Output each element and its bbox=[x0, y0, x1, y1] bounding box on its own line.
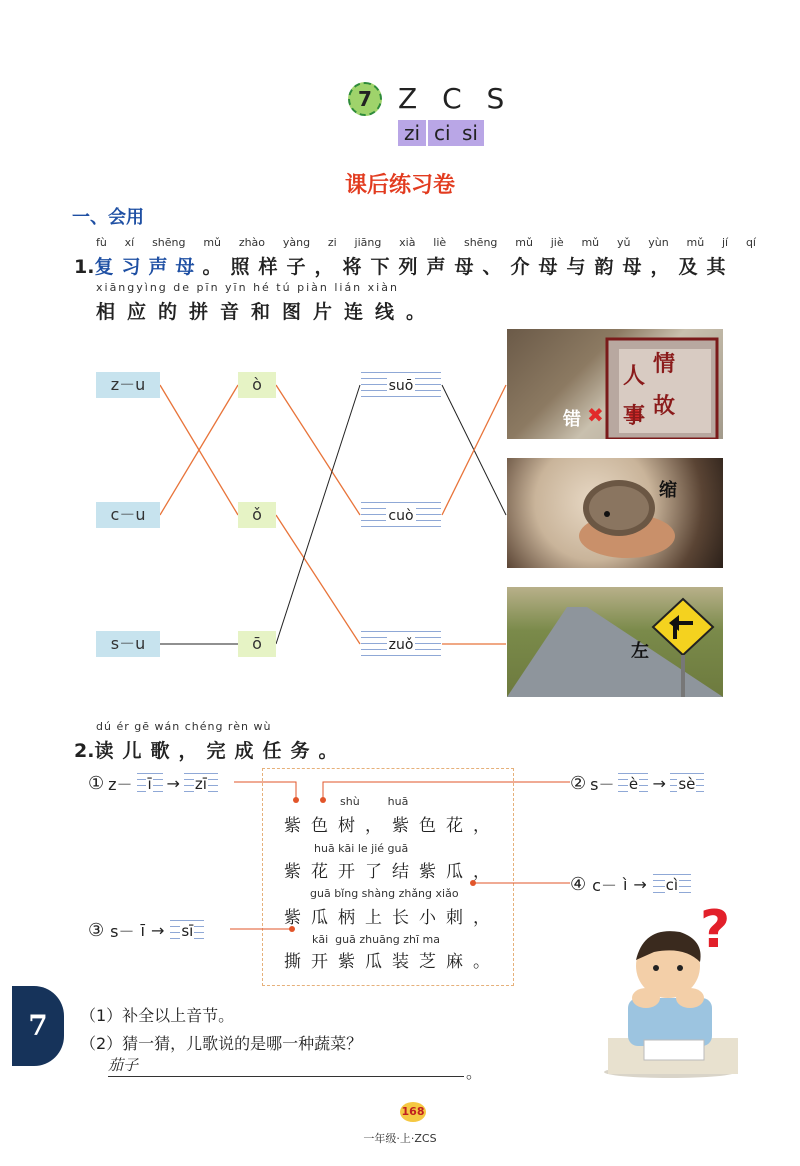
answer-box[interactable]: cì bbox=[653, 874, 691, 896]
pinyin: xià bbox=[399, 236, 416, 249]
pinyin: shēng bbox=[463, 236, 498, 249]
poem-line: 紫花开了结紫瓜， bbox=[284, 862, 500, 882]
pinyin: zi bbox=[327, 236, 337, 249]
photo-word: 左 bbox=[631, 641, 649, 662]
item-vowel: ì bbox=[622, 875, 628, 894]
answer-end: 。 bbox=[466, 1063, 483, 1082]
vowel-o-1[interactable]: ō bbox=[238, 631, 276, 657]
arrow-icon: → bbox=[166, 774, 180, 793]
poem-line: 撕开紫瓜装芝麻。 bbox=[284, 952, 500, 972]
pinyin: zhào bbox=[238, 236, 266, 249]
sign-char: 情 bbox=[653, 351, 676, 377]
answer-text: 茄子 bbox=[108, 1056, 139, 1074]
pinyin: qí bbox=[745, 236, 756, 249]
sign-char: 事 bbox=[623, 403, 646, 429]
vowel-box: ī bbox=[137, 773, 163, 795]
section-heading: 一、会用 bbox=[72, 207, 144, 228]
sub-question-1: （1）补全以上音节。 bbox=[80, 1006, 235, 1025]
item-vowel: ī bbox=[140, 921, 145, 940]
page-tab: 7 bbox=[12, 986, 64, 1066]
item-number: ③ bbox=[88, 920, 105, 941]
sign-char: 故 bbox=[653, 393, 676, 419]
q2-pinyin: dú ér gē wán chéng rèn wù bbox=[96, 720, 272, 733]
question-number: 2. bbox=[74, 740, 95, 762]
poem-line: 紫瓜柄上长小刺， bbox=[284, 908, 500, 928]
answer-box[interactable]: sè bbox=[670, 773, 704, 795]
q1-pinyin-line2: xiāngyìng de pīn yīn hé tú piàn lián xiàn bbox=[96, 281, 399, 294]
pinyin: mǔ bbox=[515, 236, 533, 249]
pinyin: mǔ bbox=[581, 236, 600, 249]
poem-pinyin: huā kāi le jié guā bbox=[314, 842, 409, 855]
item-initial: z－ bbox=[108, 775, 133, 794]
item-number: ④ bbox=[570, 874, 587, 895]
lesson-title: Z C S bbox=[398, 82, 513, 115]
lesson-number-badge: 7 bbox=[348, 82, 382, 116]
pinyin: yàng bbox=[282, 236, 311, 249]
vowel-o-3[interactable]: ǒ bbox=[238, 502, 276, 528]
q1-highlight: 复习声母 bbox=[94, 256, 203, 278]
worksheet-title: 课后练习卷 bbox=[344, 173, 455, 198]
pinyin: yǔ bbox=[616, 236, 631, 249]
poem-pinyin: shù huā bbox=[340, 795, 409, 808]
question-number: 1. bbox=[74, 256, 95, 278]
pinyin: mǔ bbox=[686, 236, 705, 249]
pinyin: yùn bbox=[648, 236, 669, 249]
item-number: ② bbox=[570, 773, 587, 794]
initial-c-u[interactable]: c－u bbox=[96, 502, 160, 528]
arrow-icon: → bbox=[150, 921, 165, 940]
syllable-text: suō bbox=[388, 378, 414, 394]
q1-text: 。照样子，将下列声母、介母与韵母，及其 bbox=[202, 256, 735, 278]
syllable-zi: zi bbox=[398, 120, 426, 146]
sign-char: 人 bbox=[623, 363, 646, 389]
poem-line: 紫色树，紫色花， bbox=[284, 816, 500, 836]
pinyin: jí bbox=[722, 236, 729, 249]
photo-word: 错 bbox=[563, 409, 581, 430]
answer-line[interactable] bbox=[108, 1054, 464, 1077]
cross-icon: ✖ bbox=[587, 403, 604, 427]
syllable-si: si bbox=[456, 120, 484, 146]
q2-text: 读儿歌，完成任务。 bbox=[94, 740, 347, 762]
arrow-icon: → bbox=[633, 875, 647, 894]
pinyin: jiè bbox=[550, 236, 564, 249]
item-initial: s－ bbox=[590, 775, 615, 794]
q1-text-line2: 相应的拼音和图片连线。 bbox=[96, 301, 438, 323]
page-number: 168 bbox=[400, 1102, 426, 1122]
syllable-text: cuò bbox=[388, 508, 414, 524]
pinyin: shēng bbox=[152, 236, 186, 249]
initial-s-u[interactable]: s－u bbox=[96, 631, 160, 657]
item-number: ① bbox=[88, 773, 105, 794]
sub-question-2: （2）猜一猜，儿歌说的是哪一种蔬菜？ bbox=[80, 1034, 363, 1053]
vowel-box: è bbox=[618, 773, 648, 795]
pinyin: xí bbox=[124, 236, 135, 249]
poem-pinyin: guā bǐng shàng zhǎng xiǎo bbox=[310, 887, 459, 900]
question-mark-icon: ? bbox=[700, 900, 731, 960]
answer-box[interactable]: zī bbox=[184, 773, 218, 795]
item-initial: s－ bbox=[110, 922, 135, 941]
answer-box[interactable]: sī bbox=[170, 920, 204, 942]
photo-word: 缩 bbox=[659, 480, 677, 501]
item-initial: c－ bbox=[592, 876, 617, 895]
arrow-icon: → bbox=[652, 774, 666, 793]
poem-pinyin: kāi guā zhuāng zhī ma bbox=[312, 933, 441, 946]
pinyin: mǔ bbox=[203, 236, 221, 249]
footer-text: 一年级·上·ZCS bbox=[363, 1132, 437, 1145]
syllable-text: zuǒ bbox=[388, 637, 414, 653]
pinyin: fù bbox=[96, 236, 107, 249]
syllable-ci: ci bbox=[428, 120, 457, 146]
vowel-o-4[interactable]: ò bbox=[238, 372, 276, 398]
pinyin: liè bbox=[433, 236, 447, 249]
pinyin: jiāng bbox=[354, 236, 382, 249]
initial-z-u[interactable]: z－u bbox=[96, 372, 160, 398]
